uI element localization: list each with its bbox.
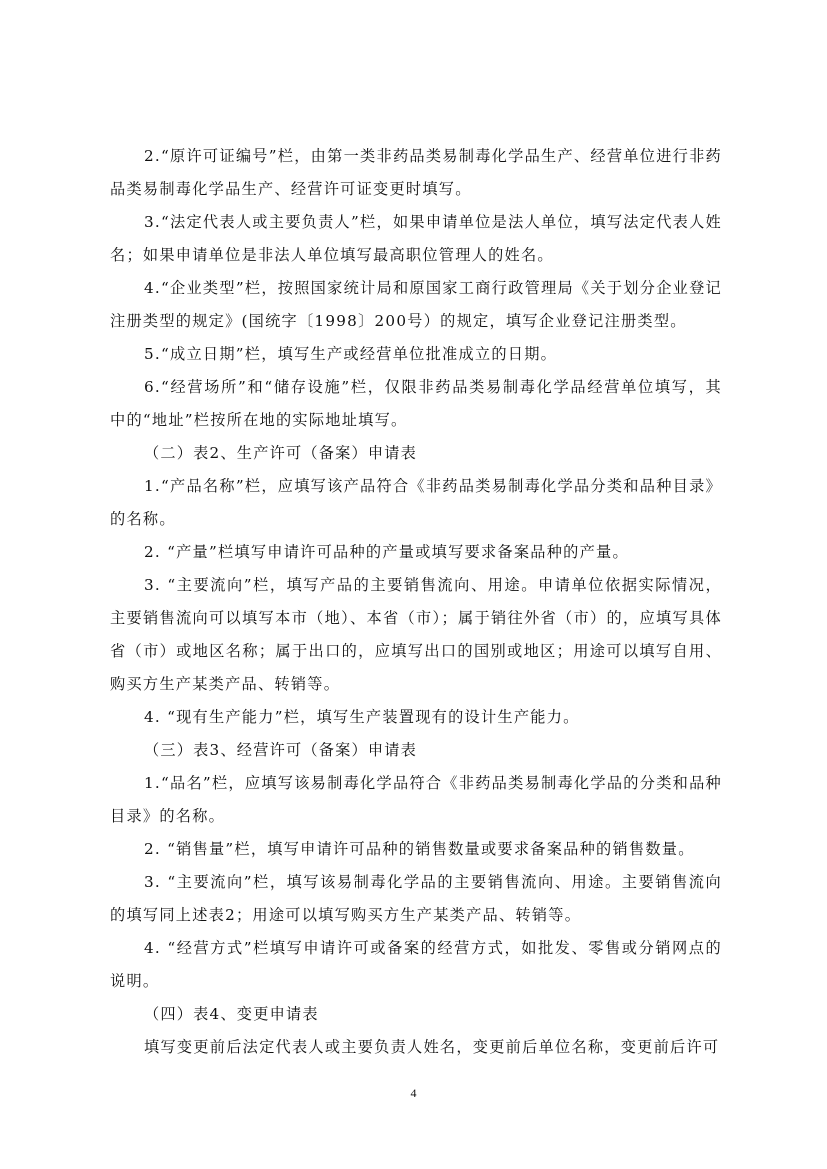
paragraph: 5.“成立日期”栏，填写生产或经营单位批准成立的日期。: [144, 345, 558, 363]
paragraph: 4. “经营方式”栏填写申请许可或备案的经营方式，如批发、零售或分销网点的说明。: [110, 939, 722, 990]
paragraph: 2. “产量”栏填写申请许可品种的产量或填写要求备案品种的产量。: [144, 543, 629, 561]
section-heading: （三）表3、经营许可（备案）申请表: [144, 741, 418, 759]
paragraph: 6.“经营场所”和“储存设施”栏，仅限非药品类易制毒化学品经营单位填写，其中的“地址”栏按所在地的实际地址填写。: [110, 378, 722, 429]
paragraph: 4.“企业类型”栏，按照国家统计局和原国家工商行政管理局《关于划分企业登记注册类型的规定》(国统字〔1998〕200号）的规定，填写企业登记注册类型。: [110, 279, 722, 330]
paragraph: 3. “主要流向”栏，填写该易制毒化学品的主要销售流向、用途。主要销售流向的填写同上述表2；用途可以填写购买方生产某类产品、转销等。: [110, 873, 722, 924]
paragraph: 4. “现有生产能力”栏，填写生产装置现有的设计生产能力。: [144, 708, 580, 726]
paragraph: 1.“品名”栏，应填写该易制毒化学品符合《非药品类易制毒化学品的分类和品种目录》的名称。: [110, 774, 722, 825]
paragraph: 填写变更前后法定代表人或主要负责人姓名，变更前后单位名称，变更前后许可: [144, 1038, 720, 1056]
section-heading: （四）表4、变更申请表: [144, 1005, 319, 1023]
paragraph: 3. “主要流向”栏，填写产品的主要销售流向、用途。申请单位依据实际情况，主要销售流向可以填写本市（地）、本省（市）；属于销往外省（市）的，应填写具体省（市）或地区名称；属于出口的，应填写出口的国别或地区；用途可以填写自用、购买方生产某类产品、转销等。: [110, 576, 722, 693]
paragraph: 2.“原许可证编号”栏，由第一类非药品类易制毒化学品生产、经营单位进行非药品类易制毒化学品生产、经营许可证变更时填写。: [110, 147, 722, 198]
body-text: [110, 140, 722, 1064]
paragraph: 2. “销售量”栏，填写申请许可品种的销售数量或要求备案品种的销售数量。: [144, 840, 695, 858]
page-number: 4: [410, 1086, 417, 1100]
paragraph: 3.“法定代表人或主要负责人”栏，如果申请单位是法人单位，填写法定代表人姓名；如果申请单位是非法人单位填写最高职位管理人的姓名。: [110, 213, 722, 264]
section-heading: （二）表2、生产许可（备案）申请表: [144, 444, 418, 462]
paragraph: 1.“产品名称”栏，应填写该产品符合《非药品类易制毒化学品分类和品种目录》的名称。: [110, 477, 722, 528]
